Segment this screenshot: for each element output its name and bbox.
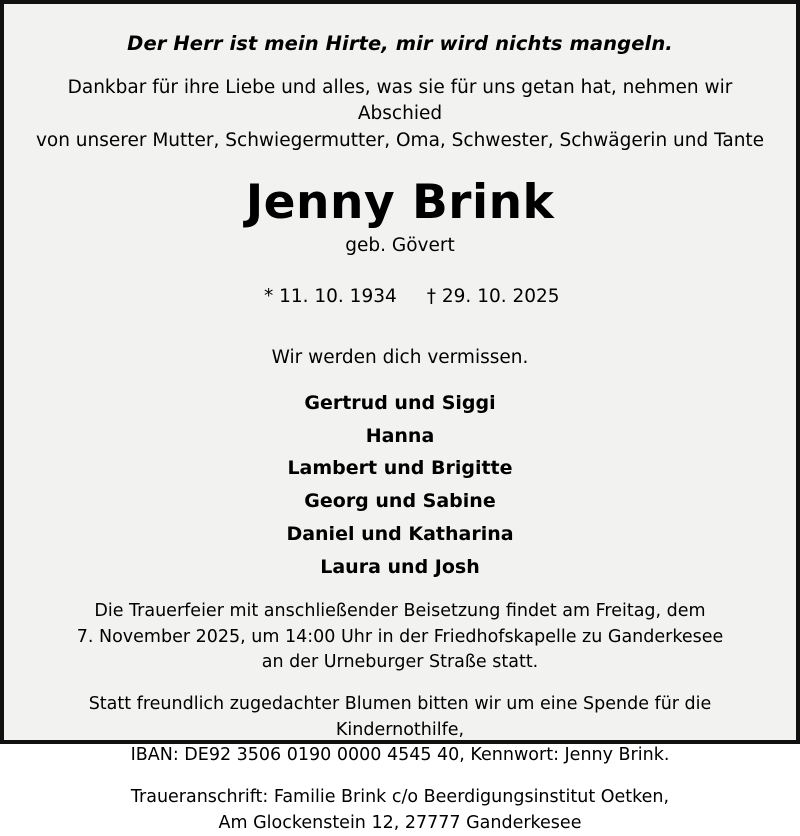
mourning-address [131, 785, 669, 836]
donation-request [34, 692, 766, 768]
ceremony-details [77, 599, 724, 675]
ceremony-line-3: an der Urneburger Straße statt. [261, 651, 539, 672]
life-dates [240, 265, 559, 328]
list-item: Hanna [365, 424, 435, 447]
ceremony-line-1: Die Trauerfeier mit anschließender Beisetzung findet am Freitag, dem [94, 601, 706, 622]
ceremony-line-2: 7. November 2025, um 14:00 Uhr in der Friedhofskapelle zu Ganderkesee [76, 626, 724, 647]
farewell-text: Wir werden dich vermissen. [271, 347, 529, 369]
intro-text [34, 75, 766, 154]
address-line-2: Am Glockenstein 12, 27777 Ganderkesee [218, 812, 582, 833]
death-date: † 29. 10. 2025 [426, 286, 560, 308]
intro-line-2: von unserer Mutter, Schwiegermutter, Oma, Schwester, Schwägerin und Tante [35, 129, 765, 151]
list-item: Lambert und Brigitte [287, 457, 513, 480]
birth-date: * 11. 10. 1934 [263, 286, 397, 308]
list-item: Laura und Josh [320, 555, 480, 578]
maiden-name: geb. Gövert [345, 235, 455, 257]
donation-line-2: IBAN: DE92 3506 0190 0000 4545 40, Kennwort: Jenny Brink. [130, 745, 670, 766]
donation-line-1: Statt freundlich zugedachter Blumen bitten wir um eine Spende für die Kindernothilfe, [88, 694, 712, 740]
intro-line-1: Dankbar für ihre Liebe und alles, was sie für uns getan hat, nehmen wir Abschied [67, 77, 733, 125]
mourners-list [286, 387, 513, 583]
address-line-1: Traueranschrift: Familie Brink c/o Beerdigungsinstitut Oetken, [130, 787, 670, 808]
deceased-name: Jenny Brink [245, 174, 555, 230]
list-item: Georg und Sabine [304, 490, 496, 513]
list-item: Gertrud und Siggi [304, 392, 496, 415]
bible-verse: Der Herr ist mein Hirte, mir wird nichts mangeln. [127, 32, 673, 55]
list-item: Daniel und Katharina [286, 522, 514, 545]
